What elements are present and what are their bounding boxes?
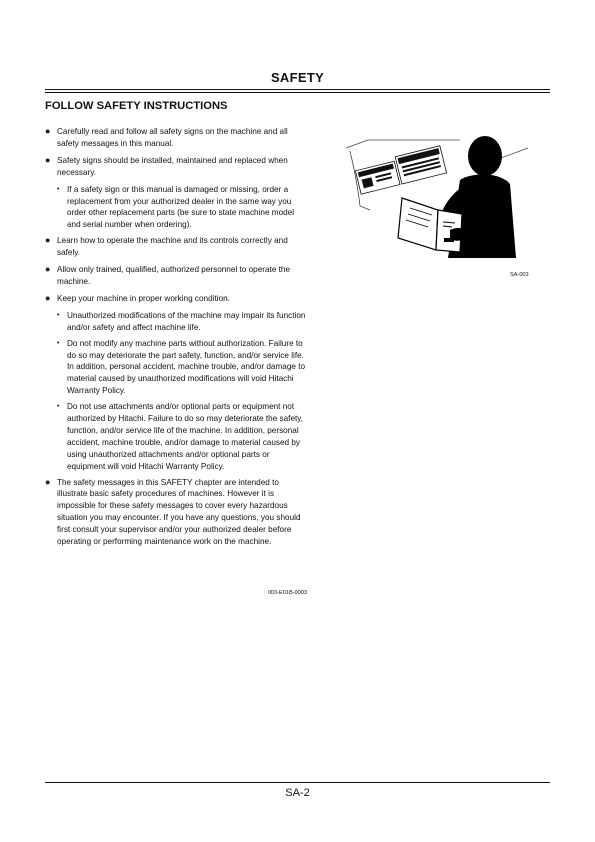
reference-code: 003-E01B-0003 bbox=[267, 590, 307, 596]
sub-list-item bbox=[45, 401, 307, 472]
sub-bullet-icon: • bbox=[57, 403, 60, 411]
sub-list-item-text: Do not modify any machine parts without authorization. Failure to do so may deteriorate the part safety, function, and/or service life. In addition, personal accident, machine trouble, and/or damage to material caused by unauthorized modifications will void Hitachi Warranty Policy. bbox=[67, 338, 306, 396]
sub-bullet-icon: • bbox=[57, 185, 60, 193]
sub-list-item-text: If a safety sign or this manual is damaged or missing, order a replacement from your authorized dealer in the same way you order other replacement parts (be sure to state machine model and serial number when ordering). bbox=[67, 184, 295, 230]
list-item-text: Learn how to operate the machine and its controls correctly and safely. bbox=[57, 236, 288, 258]
header-rule-thick bbox=[45, 89, 550, 90]
list-item bbox=[45, 293, 307, 305]
list-item bbox=[45, 264, 307, 288]
footer-rule bbox=[45, 782, 550, 783]
list-item bbox=[45, 126, 307, 150]
sub-list-item bbox=[45, 184, 307, 232]
sub-list-item-text: Unauthorized modifications of the machine may impair its function and/or safety and affect machine life. bbox=[67, 310, 306, 332]
list-item-text: Keep your machine in proper working condition. bbox=[57, 293, 230, 303]
section-title: FOLLOW SAFETY INSTRUCTIONS bbox=[45, 100, 228, 112]
list-item bbox=[45, 477, 307, 548]
page-number: SA-2 bbox=[285, 787, 310, 799]
list-item bbox=[45, 235, 307, 259]
list-item-text: The safety messages in this SAFETY chapter are intended to illustrate basic safety procedures of machines. However it is impossible for these safety messages to cover every hazardous situation you may encounter. If you have any questions, you should first consult your supervisor and/or your authorized dealer before operating or performing maintenance work on the machine. bbox=[57, 477, 301, 547]
list-item-text: Safety signs should be installed, maintained and replaced when necessary. bbox=[57, 155, 288, 177]
bullet-icon: ● bbox=[45, 476, 51, 487]
sub-list-item bbox=[45, 338, 307, 398]
page-header-title: SAFETY bbox=[270, 70, 325, 85]
sub-list-item-text: Do not use attachments and/or optional parts or equipment not authorized by Hitachi. Failure to do so may deteriorate the safety, function, and/or service life of the machine. In addition, personal accident, machine trouble, and/or damage to material caused by using unauthorized attachments and/or optional parts or equipment will void Hitachi Warranty Policy. bbox=[67, 402, 304, 471]
bullet-icon: ● bbox=[45, 235, 51, 246]
person-reading-manual-icon bbox=[340, 118, 550, 268]
sub-bullet-icon: • bbox=[57, 311, 60, 319]
list-item-text: Allow only trained, qualified, authorized personnel to operate the machine. bbox=[57, 265, 291, 286]
sub-list-item bbox=[45, 310, 307, 334]
bullet-icon: ● bbox=[45, 126, 51, 136]
bullet-icon: ● bbox=[45, 292, 51, 303]
list-item bbox=[45, 155, 307, 179]
sub-bullet-icon: • bbox=[57, 339, 60, 347]
header-rule-thin bbox=[45, 92, 550, 93]
instruction-list bbox=[45, 126, 307, 553]
bullet-icon: ● bbox=[45, 264, 51, 275]
figure-code: SA-003 bbox=[510, 272, 529, 278]
bullet-icon: ● bbox=[45, 154, 51, 165]
list-item-text: Carefully read and follow all safety signs on the machine and all safety messages in this manual. bbox=[57, 127, 288, 148]
